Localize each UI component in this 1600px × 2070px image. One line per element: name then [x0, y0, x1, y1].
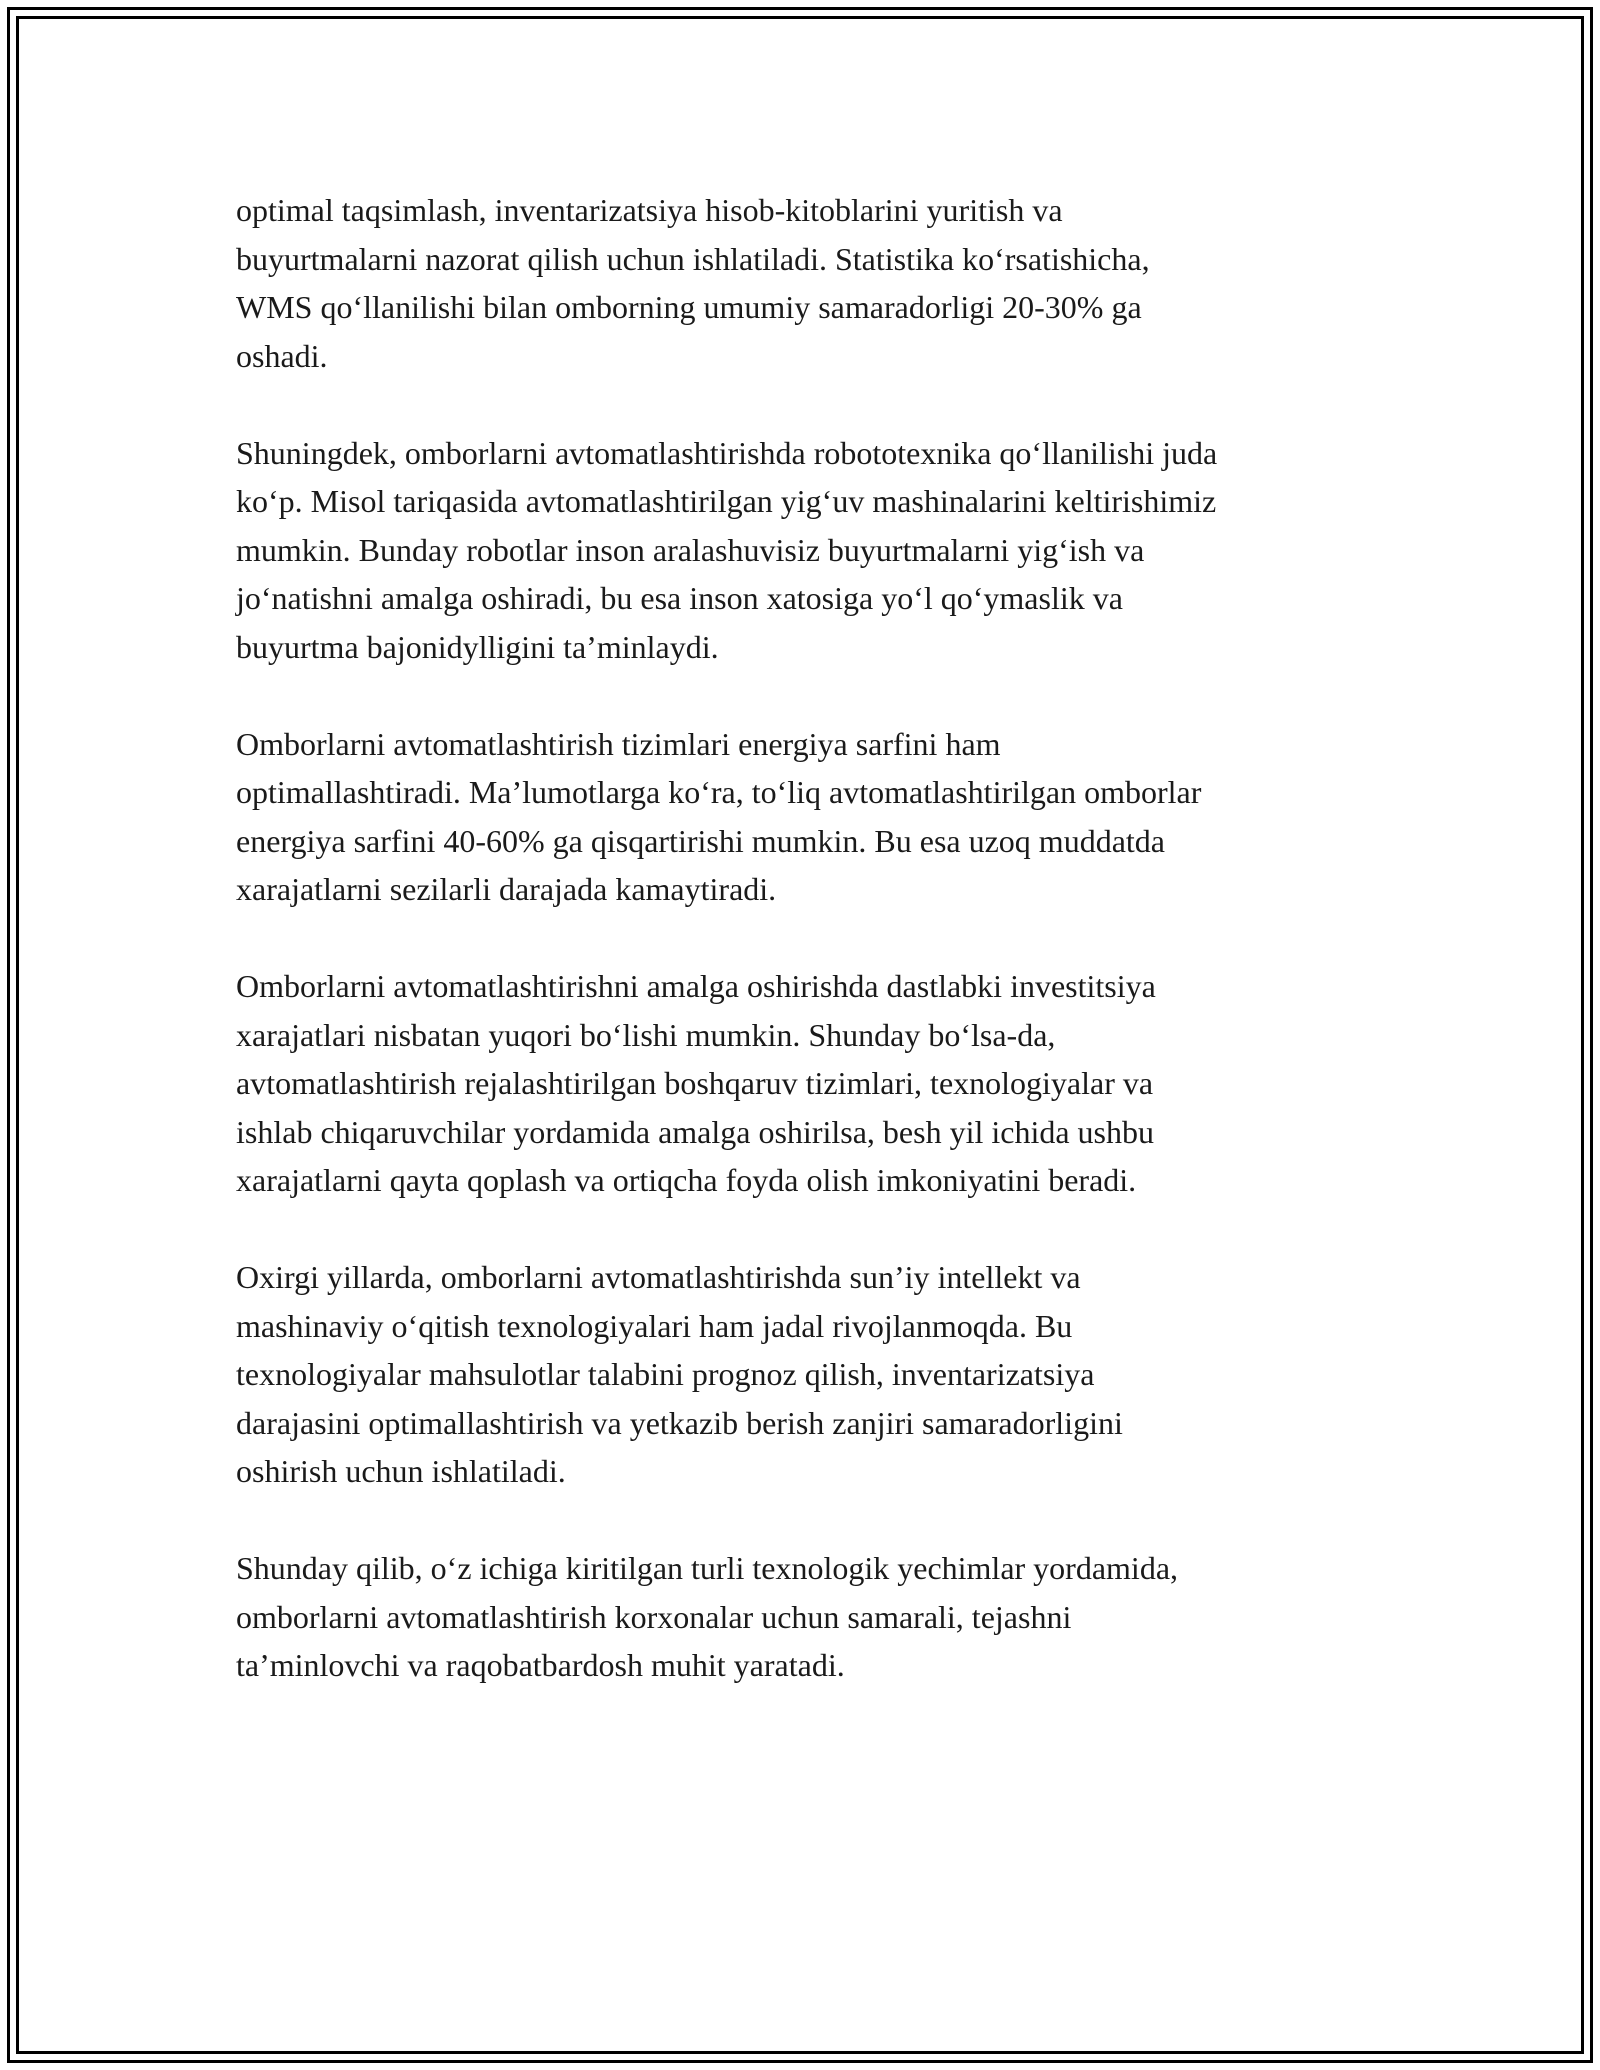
paragraph-conclusion	[236, 1544, 1376, 1690]
text-line: xarajatlarni qayta qoplash va ortiqcha foyda olish imkoniyatini beradi.	[236, 1162, 1137, 1198]
text-line: darajasini optimallashtirish va yetkazib berish zanjiri samaradorligini	[236, 1404, 1123, 1441]
text-line: oshirish uchun ishlatiladi.	[236, 1453, 566, 1489]
text-line: mashinaviy o‘qitish texnologiyalari ham jadal rivojlanmoqda. Bu	[236, 1307, 1073, 1344]
text-line: ko‘p. Misol tariqasida avtomatlashtirilgan yig‘uv mashinalarini keltirishimiz	[236, 483, 1217, 519]
text-line: buyurtmalarni nazorat qilish uchun ishlatiladi. Statistika ko‘rsatishicha,	[236, 240, 1150, 277]
paragraph-investment	[236, 962, 1376, 1205]
text-line: Shunday qilib, o‘z ichiga kiritilgan turli texnologik yechimlar yordamida,	[236, 1550, 1179, 1586]
text-line: Omborlarni avtomatlashtirish tizimlari energiya sarfini ham	[236, 725, 1001, 762]
text-line: mumkin. Bunday robotlar inson aralashuvisiz buyurtmalarni yig‘ish va	[236, 531, 1145, 568]
text-line: buyurtma bajonidylligini ta’minlaydi.	[236, 628, 719, 665]
text-line: xarajatlarni sezilarli darajada kamaytiradi.	[236, 871, 777, 907]
paragraph-robotics	[236, 429, 1376, 672]
text-line: texnologiyalar mahsulotlar talabini prognoz qilish, inventarizatsiya	[236, 1356, 1095, 1392]
paragraph-wms	[236, 186, 1376, 380]
text-line: energiya sarfini 40-60% ga qisqartirishi mumkin. Bu esa uzoq muddatda	[236, 822, 1165, 859]
text-line: ta’minlovchi va raqobatbardosh muhit yaratadi.	[236, 1647, 845, 1683]
text-line: optimallashtiradi. Ma’lumotlarga ko‘ra, to‘liq avtomatlashtirilgan omborlar	[236, 774, 1202, 810]
text-line: oshadi.	[236, 337, 328, 374]
paragraph-ai	[236, 1253, 1376, 1496]
text-line: WMS qo‘llanilishi bilan omborning umumiy samaradorligi 20-30% ga	[236, 289, 1142, 325]
text-line: Omborlarni avtomatlashtirishni amalga oshirishda dastlabki investitsiya	[236, 968, 1156, 1004]
text-line: omborlarni avtomatlashtirish korxonalar uchun samarali, tejashni	[236, 1598, 1072, 1635]
text-line: ishlab chiqaruvchilar yordamida amalga oshirilsa, besh yil ichida ushbu	[236, 1113, 1154, 1150]
text-line: Oxirgi yillarda, omborlarni avtomatlashtirishda sun’iy intellekt va	[236, 1259, 1081, 1295]
text-line: avtomatlashtirish rejalashtirilgan boshqaruv tizimlari, texnologiyalar va	[236, 1065, 1154, 1101]
document-body	[236, 186, 1376, 1738]
text-line: optimal taqsimlash, inventarizatsiya hisob-kitoblarini yuritish va	[236, 192, 1063, 228]
paragraph-energy	[236, 720, 1376, 914]
text-line: xarajatlari nisbatan yuqori bo‘lishi mumkin. Shunday bo‘lsa-da,	[236, 1016, 1056, 1053]
text-line: jo‘natishni amalga oshiradi, bu esa inson xatosiga yo‘l qo‘ymaslik va	[236, 580, 1123, 616]
text-line: Shuningdek, omborlarni avtomatlashtirishda robototexnika qo‘llanilishi juda	[236, 434, 1218, 471]
